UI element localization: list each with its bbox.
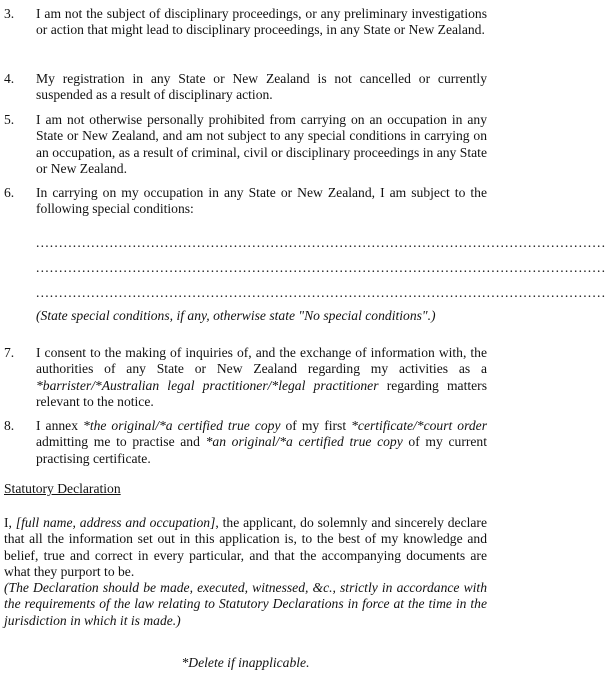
item-number: 6.	[4, 185, 15, 200]
item-text: I consent to the making of inquiries of, and the exchange of information with, the authorities of any State or New Zealand regarding my activities as a *barrister/*Australian legal practitioner/*legal practitioner regarding matters relevant to the notice.	[36, 345, 487, 409]
item-text: I annex *the original/*a certified true copy of my first *certificate/*court order admitting me to practise and *an original/*a certified true copy of my current practising certificate.	[36, 418, 487, 466]
declaration-note: (The Declaration should be made, executed, witnessed, &c., strictly in accordance with the requirements of the law relating to Statutory Declarations in force at the time in the jurisdiction in which it is made.)	[4, 580, 487, 628]
delete-if-inapplicable-note: *Delete if inapplicable.	[181, 655, 310, 670]
item-text: I am not otherwise personally prohibited from carrying on an occupation in any State or New Zealand, and am not subject to any special conditions in carrying on an occupation, as a result of criminal, civil or disciplinary proceedings in any State or New Zealand.	[36, 112, 487, 176]
statutory-declaration-heading: Statutory Declaration	[4, 481, 121, 496]
item-number: 3.	[4, 6, 15, 21]
dotted-line-1: ............................................................................................................................	[36, 235, 606, 250]
special-conditions-note: (State special conditions, if any, otherwise state "No special conditions".)	[36, 308, 436, 323]
item-number: 7.	[4, 345, 15, 360]
dotted-line-2: ............................................................................................................................	[36, 260, 606, 275]
item-number: 4.	[4, 71, 15, 86]
item-text: I am not the subject of disciplinary proceedings, or any preliminary investigations or action that might lead to disciplinary proceedings, in any State or New Zealand.	[36, 6, 487, 38]
declaration-text: I, [full name, address and occupation], the applicant, do solemnly and sincerely declare that all the information set out in this application is, to the best of my knowledge and belief, true and correct in every particular, and that the accompanying documents are what they purport to be.	[4, 515, 487, 579]
dotted-line-3: ............................................................................................................................	[36, 285, 606, 300]
item-number: 5.	[4, 112, 15, 127]
item-text: My registration in any State or New Zealand is not cancelled or currently suspended as a result of disciplinary action.	[36, 71, 487, 103]
item-text: In carrying on my occupation in any State or New Zealand, I am subject to the following special conditions:	[36, 185, 487, 217]
item-number: 8.	[4, 418, 15, 433]
